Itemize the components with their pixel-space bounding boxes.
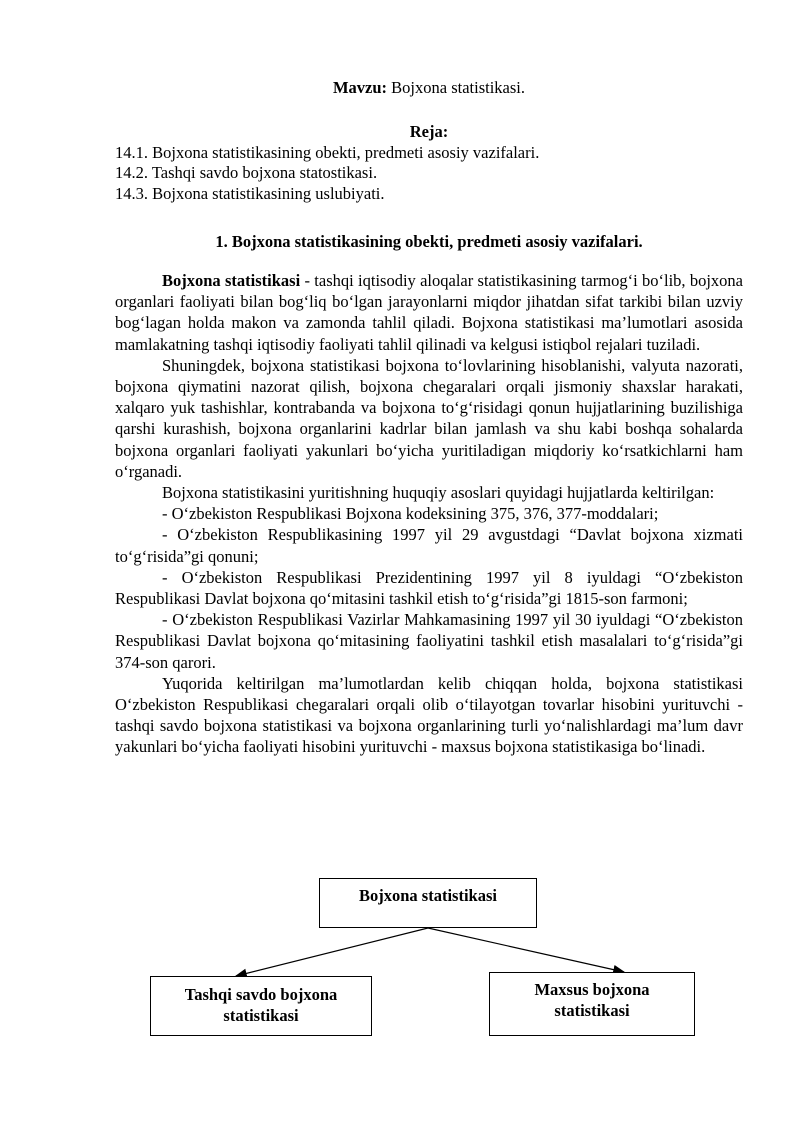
topic-text: Bojxona statistikasi. [391,78,526,97]
right-box [489,972,695,1036]
right-label-line2: statistikasi [554,1001,630,1020]
paragraph: Yuqorida keltirilgan ma’lumotlardan kelib chiqqan holda, bojxona statistikasi O‘zbekiston Respublikasi chegaralari orqali olib o‘tilayotgan tovarlar hisobini yurituvchi - tashqi savdo bojxona statistikasi va bojxona organlarining turli yo‘nalishlardagi ma’lum davr yakunlari bo‘yicha faoliyati hisobini yurituvchi - maxsus bojxona statistikasiga bo‘linadi. [115,673,743,757]
list-item: - O‘zbekiston Respublikasi Vazirlar Mahkamasining 1997 yil 30 iyuldagi “O‘zbekiston Respublikasi Davlat bojxona qo‘mitasining faoliyatini tashkil etish masalalari to‘g‘risida”gi 374-son qarori. [115,610,743,672]
left-label-line1: Tashqi savdo bojxona [184,985,338,1004]
arrow-right-connector [428,928,624,972]
paragraph-text: - tashqi iqtisodiy aloqalar statistikasining tarmog‘i bo‘lib, bojxona organlari faoliyati bilan bog‘liq bo‘lgan jarayonlarni miqdor jihatdan sifat tarkibi bilan uzviy bog‘lagan holda makon va zamonda tahlil qiladi. Bojxona statistikasi ma’lumotlari asosida mamlakatning tashqi iqtisodiy faoliyati tahlil qilinadi va kelgusi istiqbol rejalari tuziladi. [115,271,743,354]
left-label-line2: statistikasi [223,1006,299,1025]
list-item: - O‘zbekiston Respublikasining 1997 yil 29 avgustdagi “Davlat bojxona xizmati to‘g‘risida”gi qonuni; [115,525,743,566]
section-heading: 1. Bojxona statistikasining obekti, predmeti asosiy vazifalari. [215,232,643,251]
root-box [319,878,537,928]
paragraph [115,270,743,355]
topic-label: Mavzu: [332,78,388,97]
paragraph: Shuningdek, bojxona statistikasi bojxona to‘lovlarining hisoblanishi, valyuta nazorati, bojxona qiymatini nazorat qilish, bojxona chegaralari orqali jismoniy shaxslar harakati, xalqaro yuk tashishlar, kontrabanda va bojxona to‘g‘risidagi qonun hujjatlarining buzilishiga qarshi kurashish, bojxona organlarini kadrlar bilan jamlash va shu kabi boshqa sohalarda bojxona organlari faoliyati yakunlari bo‘yicha yuritiladigan miqdoriy ko‘rsatkichlarni ham o‘rganadi. [115,355,743,481]
plan-item: 14.2. Tashqi savdo bojxona statostikasi. [115,163,378,182]
body-text [115,270,743,758]
plan-heading: Reja: [409,122,449,141]
right-label-line1: Maxsus bojxona [534,980,650,999]
left-box [150,976,372,1036]
arrow-left-connector [236,928,428,976]
term-bold: Bojxona statistikasi [162,271,301,290]
plan-item: 14.1. Bojxona statistikasining obekti, predmeti asosiy vazifalari. [115,142,540,162]
topic-title [115,78,743,98]
classification-diagram [0,870,800,1050]
list-item: - O‘zbekiston Respublikasi Prezidentining 1997 yil 8 iyuldagi “O‘zbekiston Respublikasi Davlat bojxona qo‘mitasini tashkil etish to‘g‘risida”gi 1815-son farmoni; [115,567,743,609]
plan-section [115,122,743,204]
plan-item: 14.3. Bojxona statistikasining uslubiyati. [115,183,385,203]
list-item: - O‘zbekiston Respublikasi Bojxona kodeksining 375, 376, 377-moddalari; [162,504,659,524]
paragraph: Bojxona statistikasini yuritishning huquqiy asoslari quyidagi hujjatlarda keltirilgan: [162,483,715,503]
root-label: Bojxona statistikasi [359,886,497,905]
